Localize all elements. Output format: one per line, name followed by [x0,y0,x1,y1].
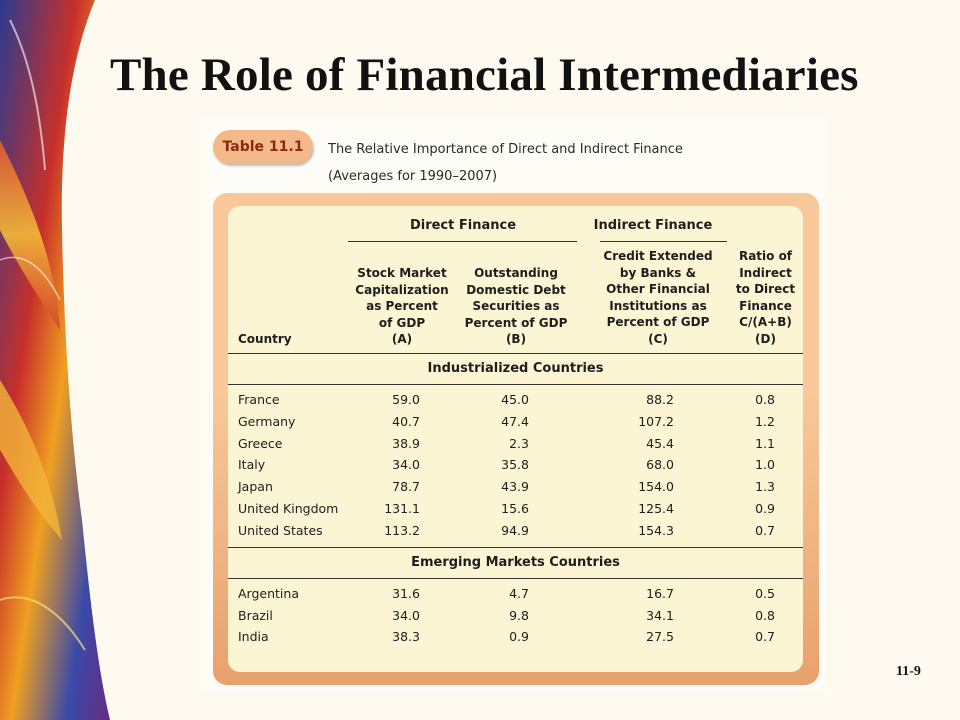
table-row [228,457,803,478]
cell-d: 1.3 [755,479,775,494]
cell-d: 1.1 [755,436,775,451]
cell-c: 34.1 [646,608,674,623]
cell-d: 0.8 [755,608,775,623]
section-industrialized: Industrialized Countries [427,361,604,376]
section-rule-1 [228,384,803,385]
cell-c: 45.4 [646,436,674,451]
col-header-country: Country [238,332,292,346]
cell-d: 0.9 [755,501,775,516]
cell-c: 125.4 [638,501,674,516]
cell-c: 68.0 [646,457,674,472]
cell-a: 38.9 [392,436,420,451]
cell-b: 43.9 [501,479,529,494]
cell-a: 113.2 [384,523,420,538]
cell-a: 131.1 [384,501,420,516]
cell-c: 107.2 [638,414,674,429]
cell-c: 154.0 [638,479,674,494]
group-rule-direct [348,241,577,242]
cell-d: 0.5 [755,586,775,601]
cell-b: 2.3 [509,436,529,451]
table-row [228,414,803,435]
cell-a: 34.0 [392,608,420,623]
table-number-badge: Table 11.1 [213,130,313,164]
data-table [228,206,803,672]
group-header-direct: Direct Finance [409,218,517,233]
cell-country: Brazil [238,608,273,623]
cell-a: 40.7 [392,414,420,429]
table-frame [213,193,819,685]
cell-a: 59.0 [392,392,420,407]
table-row [228,392,803,413]
cell-country: Japan [238,479,273,494]
table-row [228,629,803,650]
table-row [228,501,803,522]
cell-d: 1.0 [755,457,775,472]
page-number: 11-9 [896,664,921,679]
cell-country: Italy [238,457,266,472]
cell-country: United States [238,523,323,538]
cell-country: Germany [238,414,296,429]
cell-d: 0.7 [755,523,775,538]
cell-b: 35.8 [501,457,529,472]
caption-subtitle: (Averages for 1990–2007) [328,169,498,184]
cell-c: 16.7 [646,586,674,601]
cell-b: 15.6 [501,501,529,516]
cell-b: 9.8 [509,608,529,623]
cell-country: United Kingdom [238,501,339,516]
cell-d: 0.7 [755,629,775,644]
cell-c: 154.3 [638,523,674,538]
group-rule-indirect [600,241,727,242]
col-header-b: Outstanding Domestic Debt Securities as Percent of GDP (B) [464,266,568,346]
cell-country: Argentina [238,586,299,601]
cell-d: 0.8 [755,392,775,407]
cell-d: 1.2 [755,414,775,429]
col-header-c: Credit Extended by Banks & Other Financial Institutions as Percent of GDP (C) [603,249,713,346]
cell-country: France [238,392,280,407]
cell-b: 47.4 [501,414,529,429]
slide-title: The Role of Financial Intermediaries [110,49,859,101]
cell-b: 0.9 [509,629,529,644]
cell-a: 78.7 [392,479,420,494]
table-row [228,586,803,607]
cell-b: 4.7 [509,586,529,601]
table-row [228,479,803,500]
table-row [228,608,803,629]
table-row [228,436,803,457]
cell-c: 27.5 [646,629,674,644]
header-rule [228,353,803,354]
cell-a: 34.0 [392,457,420,472]
section-rule-2 [228,547,803,548]
caption-title: The Relative Importance of Direct and Indirect Finance [328,142,683,157]
section-rule-3 [228,578,803,579]
group-header-indirect: Indirect Finance [593,218,713,233]
cell-a: 31.6 [392,586,420,601]
cell-a: 38.3 [392,629,420,644]
cell-b: 45.0 [501,392,529,407]
table-figure [200,118,825,691]
table-row [228,523,803,544]
cell-b: 94.9 [501,523,529,538]
table-caption [328,136,808,190]
section-emerging: Emerging Markets Countries [411,555,620,570]
col-header-a: Stock Market Capitalization as Percent of GDP (A) [355,266,449,346]
cell-c: 88.2 [646,392,674,407]
cell-country: Greece [238,436,283,451]
col-header-d: Ratio of Indirect to Direct Finance C/(A+B) (D) [735,249,796,346]
cell-country: India [238,629,269,644]
